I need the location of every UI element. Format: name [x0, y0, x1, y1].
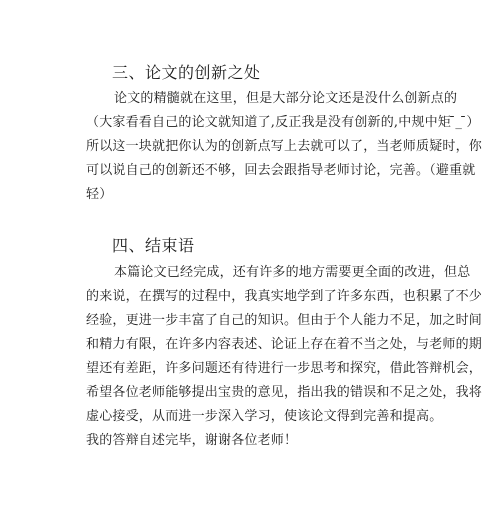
section-4-line-2: 的来说，在撰写的过程中，我真实地学到了许多东西，也积累了不少 — [86, 289, 483, 304]
section-4-heading: 四、结束语 — [112, 236, 195, 255]
section-3-line-5: 轻） — [86, 187, 113, 202]
section-4-line-5: 望还有差距，许多问题还有待进行一步思考和探究，借此答辩机会， — [86, 361, 483, 376]
section-3-line-2: （大家看看自己的论文就知道了,反正我是没有创新的,中规中矩 ̄_ ̄） — [86, 115, 480, 130]
section-4-line-1: 本篇论文已经完成，还有许多的地方需要更全面的改进，但总 — [114, 265, 471, 280]
section-3-heading: 三、论文的创新之处 — [112, 63, 261, 82]
section-4-line-6: 希望各位老师能够提出宝贵的意见，指出我的错误和不足之处，我将 — [86, 385, 483, 400]
section-4-line-3: 经验，更进一步丰富了自己的知识。但由于个人能力不足，加之时间 — [86, 313, 483, 328]
section-4-line-4: 和精力有限，在许多内容表述、论证上存在着不当之处，与老师的期 — [86, 337, 483, 352]
section-4-line-7: 虚心接受，从而进一步深入学习，使该论文得到完善和提高。 — [86, 409, 443, 424]
section-4-line-8: 我的答辩自述完毕，谢谢各位老师！ — [86, 433, 298, 448]
section-3-line-1: 论文的精髓就在这里，但是大部分论文还是没什么创新点的 — [114, 91, 458, 106]
section-3-line-3: 所以这一块就把你认为的创新点写上去就可以了，当老师质疑时，你 — [86, 139, 483, 154]
section-3-line-4: 可以说自己的创新还不够，回去会跟指导老师讨论，完善。（避重就 — [86, 163, 476, 178]
